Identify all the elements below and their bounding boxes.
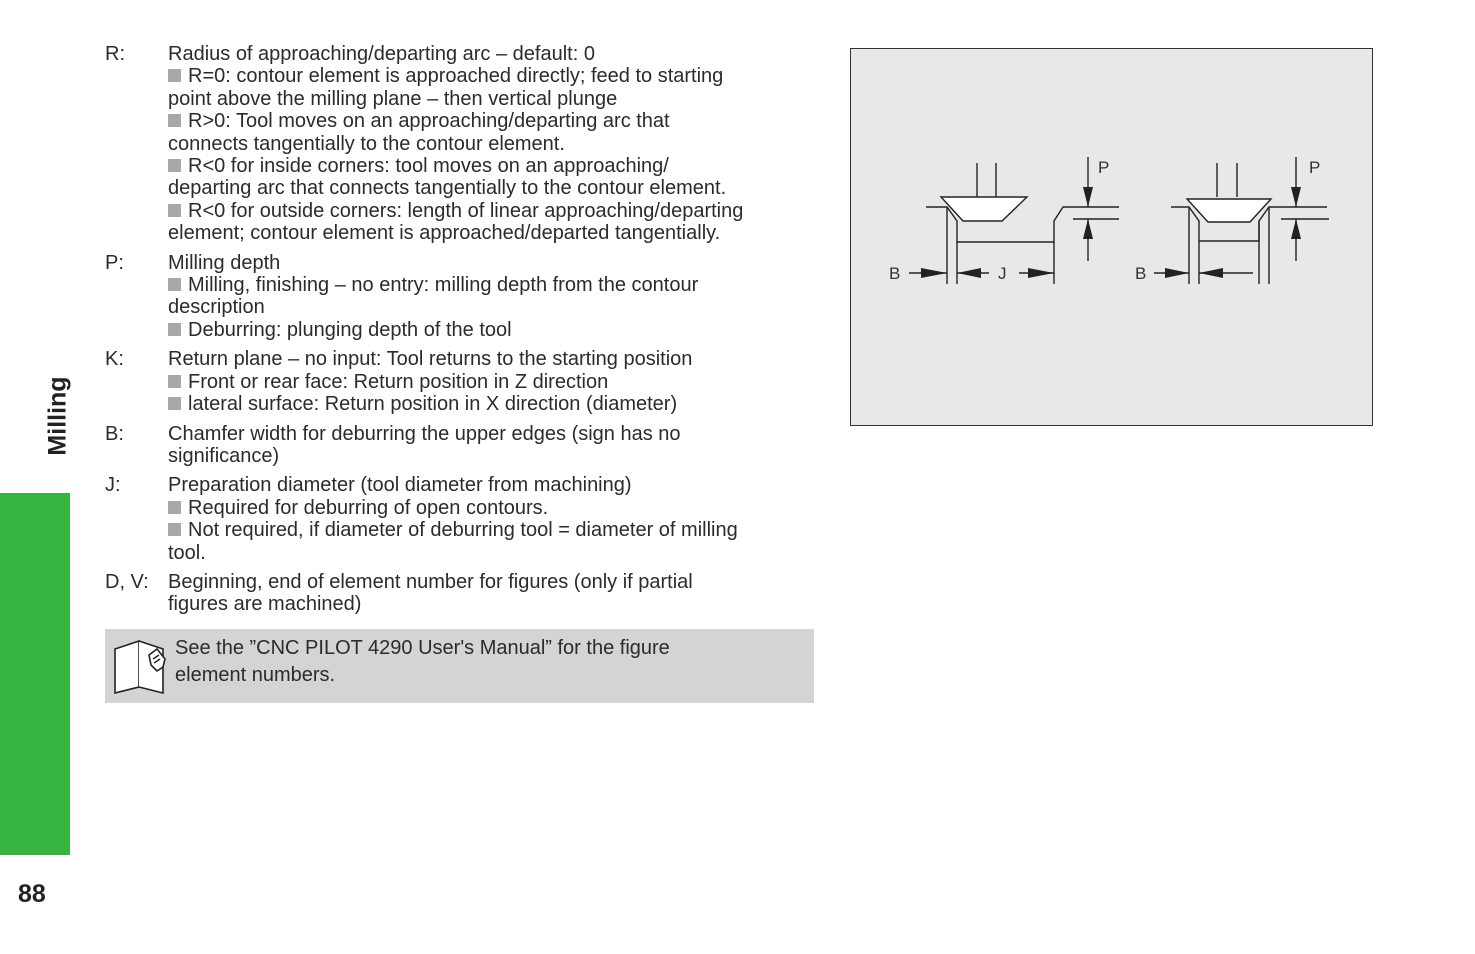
description-line	[168, 88, 820, 110]
description-line	[168, 348, 820, 370]
label-p-right: P	[1309, 158, 1321, 177]
description-line	[168, 133, 820, 155]
label-b-right: B	[1135, 264, 1147, 283]
description-line	[168, 296, 820, 318]
line-text: tool.	[168, 541, 206, 564]
bullet-item	[168, 371, 820, 393]
param-key: R:	[105, 43, 125, 65]
parameter-list	[105, 43, 820, 623]
bullet-item	[168, 65, 820, 87]
bullet-square-icon	[168, 204, 181, 217]
bullet-square-icon	[168, 375, 181, 388]
param-description	[168, 423, 820, 468]
line-text: departing arc that connects tangentially to the contour element.	[168, 177, 727, 200]
line-text: Not required, if diameter of deburring tool = diameter of milling	[188, 519, 738, 542]
line-text: Radius of approaching/departing arc – default: 0	[168, 43, 595, 65]
line-text: Milling depth	[168, 251, 281, 274]
bullet-square-icon	[168, 523, 181, 536]
bullet-item	[168, 200, 820, 222]
line-text: Milling, finishing – no entry: milling depth from the contour	[188, 274, 699, 297]
description-line	[168, 474, 820, 496]
line-text: significance)	[168, 444, 280, 467]
description-line	[168, 542, 820, 564]
bullet-square-icon	[168, 278, 181, 291]
note-box	[105, 629, 814, 703]
line-text: R<0 for inside corners: tool moves on an approaching/	[188, 155, 669, 178]
line-text: Required for deburring of open contours.	[188, 496, 549, 519]
deburring-diagram	[851, 49, 1374, 427]
line-text: connects tangentially to the contour element.	[168, 132, 565, 155]
bullet-square-icon	[168, 397, 181, 410]
description-line	[168, 43, 820, 65]
bullet-item	[168, 110, 820, 132]
param-description	[168, 571, 820, 616]
line-text: Front or rear face: Return position in Z direction	[188, 370, 609, 393]
description-line	[168, 177, 820, 199]
note-text	[175, 635, 795, 689]
page-number: 88	[18, 880, 46, 908]
line-text: Return plane – no input: Tool returns to the starting position	[168, 348, 693, 371]
bullet-item	[168, 393, 820, 415]
param-description	[168, 252, 820, 342]
line-text: R=0: contour element is approached directly; feed to starting	[188, 65, 724, 88]
bullet-square-icon	[168, 323, 181, 336]
param-entry	[105, 252, 820, 342]
line-text: Deburring: plunging depth of the tool	[188, 318, 512, 341]
param-entry	[105, 348, 820, 415]
param-description	[168, 474, 820, 564]
param-key: B:	[105, 422, 124, 445]
param-key: K:	[105, 348, 124, 371]
line-text: lateral surface: Return position in X direction (diameter)	[188, 393, 678, 416]
manual-book-icon	[113, 637, 173, 697]
bullet-item	[168, 274, 820, 296]
label-b-left: B	[889, 264, 901, 283]
note-line: element numbers.	[175, 664, 336, 686]
note-line: See the ”CNC PILOT 4290 User's Manual” for the figure	[175, 637, 670, 659]
line-text: figures are machined)	[168, 593, 362, 616]
line-text: point above the milling plane – then vertical plunge	[168, 87, 618, 110]
bullet-square-icon	[168, 159, 181, 172]
param-description	[168, 43, 820, 245]
line-text: description	[168, 296, 265, 319]
param-entry	[105, 474, 820, 564]
param-key: D, V:	[105, 570, 149, 593]
line-text: element; contour element is approached/departed tangentially.	[168, 222, 721, 245]
bullet-item	[168, 497, 820, 519]
bullet-square-icon	[168, 114, 181, 127]
label-p-left: P	[1098, 158, 1110, 177]
line-text: Chamfer width for deburring the upper edges (sign has no	[168, 422, 681, 445]
description-line	[168, 571, 820, 593]
description-line	[168, 423, 820, 445]
line-text: Preparation diameter (tool diameter from machining)	[168, 474, 632, 497]
bullet-square-icon	[168, 69, 181, 82]
param-key: J:	[105, 474, 121, 497]
param-key: P:	[105, 251, 124, 274]
label-j: J	[998, 264, 1007, 283]
param-entry	[105, 423, 820, 468]
bullet-item	[168, 319, 820, 341]
bullet-item	[168, 155, 820, 177]
description-line	[168, 222, 820, 244]
description-line	[168, 252, 820, 274]
section-label: Milling	[43, 376, 72, 456]
description-line	[168, 445, 820, 467]
line-text: R<0 for outside corners: length of linear approaching/departing	[188, 199, 744, 222]
line-text: R>0: Tool moves on an approaching/departing arc that	[188, 110, 670, 133]
section-side-tab	[0, 493, 70, 855]
line-text: Beginning, end of element number for figures (only if partial	[168, 570, 693, 593]
description-line	[168, 593, 820, 615]
param-entry	[105, 571, 820, 616]
bullet-item	[168, 519, 820, 541]
bullet-square-icon	[168, 501, 181, 514]
deburring-figure	[850, 48, 1373, 426]
param-description	[168, 348, 820, 415]
param-entry	[105, 43, 820, 245]
